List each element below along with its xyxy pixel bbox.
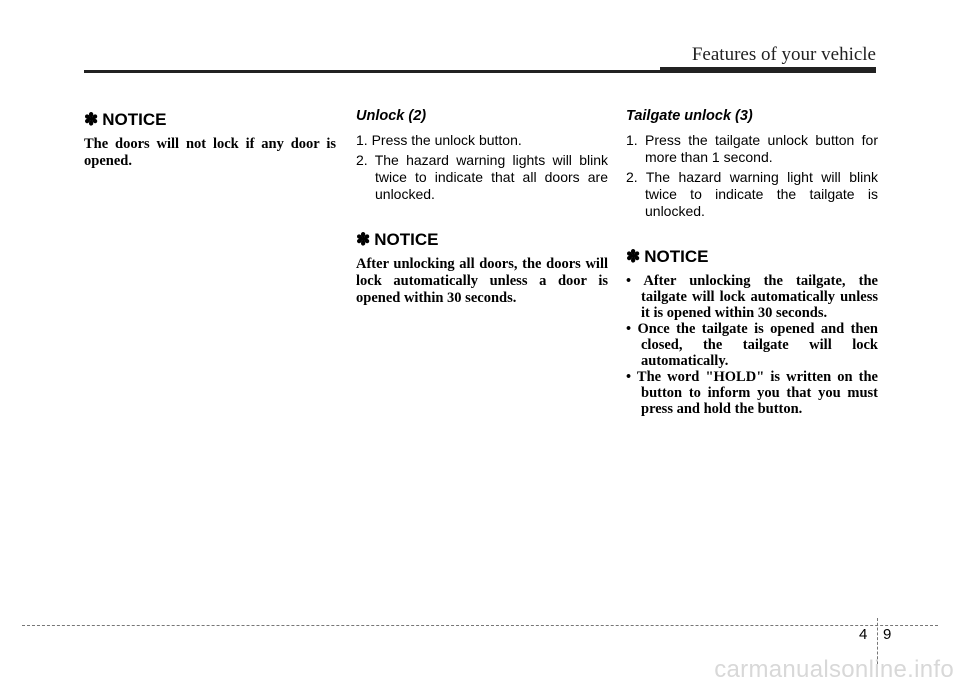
list-item: 2. The hazard warning light will blink twice to indicate the tailgate is unlocked.: [626, 169, 878, 219]
header-divider-accent: [660, 67, 876, 72]
tailgate-steps: [626, 132, 878, 220]
notice-star-icon: ✽: [356, 230, 371, 249]
section-title: Features of your vehicle: [691, 44, 876, 65]
list-item: • The word "HOLD" is written on the button to inform you that you must press and hold the button.: [626, 369, 878, 417]
list-item: 1. Press the tailgate unlock button for more than 1 second.: [626, 132, 878, 165]
list-item: 1. Press the unlock button.: [356, 132, 522, 148]
tailgate-unlock-heading: Tailgate unlock (3): [626, 108, 753, 124]
notice-heading: [356, 230, 608, 250]
notice-heading: [626, 247, 878, 267]
notice-bullets: [626, 273, 878, 417]
notice-star-icon: ✽: [84, 110, 99, 129]
column-middle: [356, 108, 608, 307]
list-item: • After unlocking the tailgate, the tailgate will lock automatically unless it is opened within 30 seconds.: [626, 273, 878, 321]
column-left: [84, 108, 336, 170]
notice-title: NOTICE: [644, 247, 709, 266]
footer-divider: [22, 625, 938, 626]
unlock-steps: [356, 132, 608, 203]
list-item: • Once the tailgate is opened and then closed, the tailgate will lock automatically.: [626, 321, 878, 369]
watermark: carmanualsonline.info: [714, 656, 954, 683]
list-item: 2. The hazard warning lights will blink twice to indicate that all doors are unlocked.: [356, 152, 608, 202]
chapter-number: 4: [859, 626, 868, 643]
notice-text: The doors will not lock if any door is opened.: [84, 136, 336, 169]
notice-title: NOTICE: [102, 110, 167, 129]
page-number: 9: [883, 626, 892, 643]
column-right: [626, 108, 878, 417]
notice-star-icon: ✽: [626, 247, 641, 266]
notice-heading: [84, 110, 336, 130]
notice-text: After unlocking all doors, the doors will lock automatically unless a door is opened within 30 seconds.: [356, 256, 608, 306]
unlock-heading: Unlock (2): [356, 108, 427, 124]
notice-title: NOTICE: [374, 230, 439, 249]
